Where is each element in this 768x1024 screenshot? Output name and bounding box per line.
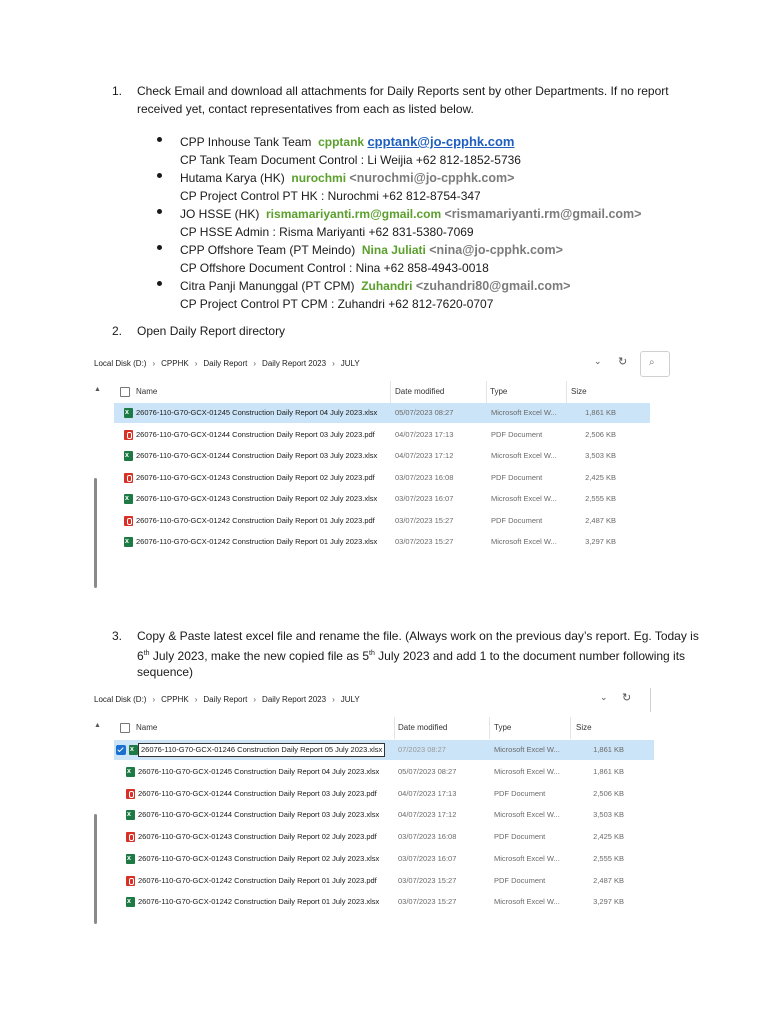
chevron-right-icon: › — [194, 695, 198, 704]
table-row[interactable] — [114, 805, 654, 825]
row-type: PDF Document — [491, 515, 543, 525]
step-2 — [112, 322, 512, 340]
bullet-icon — [157, 209, 162, 214]
excel-icon — [124, 494, 133, 504]
select-all-checkbox[interactable] — [120, 387, 130, 397]
row-size: 3,503 KB — [593, 810, 624, 820]
column-header-date[interactable]: Date modified — [395, 387, 445, 396]
excel-icon — [126, 767, 135, 777]
row-date: 03/07/2023 15:27 — [395, 515, 454, 525]
sort-up-icon[interactable]: ▲ — [94, 722, 101, 729]
row-checkbox-checked[interactable] — [116, 745, 126, 755]
column-header-type[interactable]: Type — [490, 387, 508, 396]
contact-detail: CP HSSE Admin : Risma Mariyanti +62 831-5380-7069 — [180, 225, 474, 239]
row-date: 03/07/2023 15:27 — [398, 875, 457, 885]
step-number: 2. — [112, 324, 123, 338]
breadcrumb-item[interactable]: Local Disk (D:) — [94, 359, 147, 368]
contact-team: Citra Panji Manunggal (PT CPM) — [180, 279, 355, 293]
column-header-size[interactable]: Size — [571, 387, 587, 396]
breadcrumb-item[interactable]: Daily Report — [203, 695, 248, 704]
step-text-line1: Copy & Paste latest excel file and rename the file. (Always work on the previous day’s report. Eg. Today is — [137, 629, 699, 643]
row-size: 3,297 KB — [585, 537, 616, 546]
pdf-icon — [126, 876, 135, 886]
search-icon: ⌕ — [649, 357, 655, 368]
row-date: 05/07/2023 08:27 — [398, 767, 457, 776]
column-separator[interactable] — [566, 381, 567, 403]
breadcrumb-item[interactable]: Daily Report 2023 — [262, 695, 327, 704]
contact-nick: cpptank — [318, 135, 365, 149]
contact-email: <rismamariyanti.rm@gmail.com> — [444, 207, 642, 221]
file-explorer-1 — [94, 356, 674, 592]
contact-detail: CP Project Control PT CPM : Zuhandri +62 812-7620-0707 — [180, 297, 494, 311]
table-row[interactable] — [114, 403, 650, 423]
column-header-type[interactable]: Type — [494, 723, 512, 732]
column-header-name[interactable]: Name — [120, 384, 157, 400]
table-row[interactable] — [114, 489, 650, 509]
chevron-right-icon: › — [332, 695, 335, 704]
refresh-icon[interactable]: ↻ — [622, 692, 632, 704]
excel-icon — [126, 854, 135, 864]
row-size: 2,506 KB — [593, 788, 624, 798]
search-box-edge[interactable] — [650, 688, 651, 712]
column-separator[interactable] — [489, 717, 490, 739]
row-size: 3,503 KB — [585, 451, 616, 460]
breadcrumb-item[interactable]: CPPHK — [161, 695, 189, 704]
row-type: PDF Document — [491, 429, 543, 439]
row-type: Microsoft Excel W... — [494, 897, 560, 907]
pdf-icon — [124, 430, 133, 440]
row-date: 05/07/2023 08:27 — [395, 408, 454, 417]
step-text: Open Daily Report directory — [137, 324, 286, 338]
column-header-size[interactable]: Size — [576, 723, 592, 732]
breadcrumb-item[interactable]: Daily Report 2023 — [262, 359, 327, 368]
step-3 — [112, 627, 699, 683]
table-row[interactable] — [114, 784, 654, 804]
row-name: 26076-110-G70-GCX-01242 Construction Daily Report 01 July 2023.pdf — [126, 871, 377, 891]
row-name: x26076-110-G70-GCX-01242 Construction Daily Report 01 July 2023.xlsx — [124, 532, 377, 552]
row-size: 2,487 KB — [585, 515, 616, 525]
row-name: 26076-110-G70-GCX-01242 Construction Daily Report 01 July 2023.pdf — [124, 511, 375, 531]
column-header-date[interactable]: Date modified — [398, 723, 448, 732]
contact-email-link[interactable]: cpptank@jo-cpphk.com — [367, 134, 515, 149]
table-row[interactable] — [114, 762, 654, 782]
row-name: 26076-110-G70-GCX-01243 Construction Daily Report 02 July 2023.pdf — [126, 827, 377, 847]
table-row[interactable] — [114, 532, 650, 552]
chevron-right-icon: › — [253, 359, 257, 368]
chevron-right-icon: › — [152, 359, 156, 368]
contact-email: <zuhandri80@gmail.com> — [415, 279, 571, 293]
pdf-icon — [126, 832, 135, 842]
breadcrumb-item[interactable]: JULY — [340, 359, 360, 368]
row-name: x26076-110-G70-GCX-01243 Construction Daily Report 02 July 2023.xlsx — [124, 489, 377, 509]
row-date: 03/07/2023 16:07 — [395, 494, 454, 503]
row-size: 1,861 KB — [585, 408, 616, 417]
row-date: 04/07/2023 17:13 — [395, 429, 454, 439]
row-size: 2,506 KB — [585, 429, 616, 439]
row-type: Microsoft Excel W... — [494, 745, 560, 754]
row-date: 03/07/2023 16:08 — [395, 472, 454, 482]
column-separator[interactable] — [390, 381, 391, 403]
row-size: 2,555 KB — [593, 853, 624, 863]
sort-up-icon[interactable]: ▲ — [94, 386, 101, 393]
row-size: 3,297 KB — [593, 897, 624, 907]
breadcrumb-item[interactable]: Daily Report — [203, 359, 248, 368]
refresh-icon[interactable]: ↻ — [618, 356, 628, 368]
row-date: 04/07/2023 17:12 — [395, 451, 454, 460]
contact-team: Hutama Karya (HK) — [180, 171, 285, 185]
breadcrumb-item[interactable]: JULY — [340, 695, 360, 704]
column-separator[interactable] — [394, 717, 395, 739]
step-number: 1. — [112, 84, 123, 98]
step-text-line1: Check Email and download all attachments for Daily Reports sent by other Departments. If no report — [137, 84, 669, 98]
step-text-line2: 6th July 2023, make the new copied file as 5th July 2023 and add 1 to the document number following its — [137, 649, 686, 663]
row-name: x26076-110-G70-GCX-01245 Construction Daily Report 04 July 2023.xlsx — [126, 762, 379, 782]
scrollbar-thumb[interactable] — [94, 478, 97, 588]
row-date: 07/2023 08:27 — [398, 745, 446, 754]
table-row[interactable] — [114, 849, 654, 869]
row-size: 2,555 KB — [585, 494, 616, 503]
step-number: 3. — [112, 629, 123, 643]
chevron-right-icon: › — [332, 359, 335, 368]
breadcrumb — [94, 356, 360, 372]
contact-email: <nina@jo-cpphk.com> — [429, 243, 563, 257]
pdf-icon — [124, 516, 133, 526]
row-type: Microsoft Excel W... — [491, 408, 557, 417]
table-row[interactable] — [114, 468, 650, 488]
chevron-right-icon: › — [152, 695, 156, 704]
row-date: 03/07/2023 15:27 — [398, 897, 457, 907]
contact-team: JO HSSE (HK) — [180, 207, 260, 221]
row-name: x26076-110-G70-GCX-01243 Construction Daily Report 02 July 2023.xlsx — [126, 849, 379, 869]
table-row[interactable] — [114, 827, 654, 847]
contact-team: CPP Inhouse Tank Team — [180, 135, 312, 149]
contact-detail: CP Project Control PT HK : Nurochmi +62 812-8754-347 — [180, 189, 481, 203]
breadcrumb-item[interactable]: CPPHK — [161, 359, 189, 368]
breadcrumb — [94, 692, 360, 708]
row-name: x26076-110-G70-GCX-01244 Construction Daily Report 03 July 2023.xlsx — [126, 805, 379, 825]
row-type: Microsoft Excel W... — [494, 810, 560, 820]
row-type: Microsoft Excel W... — [491, 451, 557, 460]
row-name: x26076-110-G70-GCX-01244 Construction Daily Report 03 July 2023.xlsx — [124, 446, 377, 466]
file-explorer-2 — [94, 692, 674, 928]
row-type: PDF Document — [491, 472, 543, 482]
row-date: 04/07/2023 17:12 — [398, 810, 457, 820]
row-date: 04/07/2023 17:13 — [398, 788, 457, 798]
row-type: Microsoft Excel W... — [491, 494, 557, 503]
excel-icon — [124, 408, 133, 418]
excel-icon — [124, 537, 133, 547]
chevron-down-icon[interactable]: ⌄ — [594, 356, 602, 366]
row-type: Microsoft Excel W... — [491, 537, 557, 546]
row-type: Microsoft Excel W... — [494, 767, 560, 776]
breadcrumb-item[interactable]: Local Disk (D:) — [94, 695, 147, 704]
row-size: 1,861 KB — [593, 745, 624, 754]
row-name: 26076-110-G70-GCX-01244 Construction Daily Report 03 July 2023.pdf — [126, 784, 377, 804]
contact-email: <nurochmi@jo-cpphk.com> — [349, 171, 515, 185]
table-row[interactable] — [114, 446, 650, 466]
row-name: 26076-110-G70-GCX-01243 Construction Daily Report 02 July 2023.pdf — [124, 468, 375, 488]
contact-nick: rismamariyanti.rm@gmail.com — [266, 207, 442, 221]
step-1 — [112, 82, 672, 122]
row-type: PDF Document — [494, 832, 546, 842]
select-all-checkbox[interactable] — [120, 723, 130, 733]
row-name: x26076-110-G70-GCX-01245 Construction Daily Report 04 July 2023.xlsx — [124, 403, 377, 423]
chevron-right-icon: › — [194, 359, 198, 368]
table-row-renaming[interactable] — [114, 740, 654, 760]
chevron-down-icon[interactable]: ⌄ — [600, 692, 608, 702]
contact-detail: CP Tank Team Document Control : Li Weijia +62 812-1852-5736 — [180, 153, 521, 167]
row-date: 03/07/2023 16:08 — [398, 832, 457, 842]
chevron-right-icon: › — [253, 695, 257, 704]
bullet-icon — [157, 137, 162, 142]
contact-team: CPP Offshore Team (PT Meindo) — [180, 243, 356, 257]
column-header-name[interactable]: Name — [120, 720, 157, 736]
rename-input[interactable]: 26076-110-G70-GCX-01246 Construction Daily Report 05 July 2023.xlsx — [138, 743, 385, 757]
column-separator[interactable] — [570, 717, 571, 739]
row-date: 03/07/2023 16:07 — [398, 853, 457, 863]
row-type: PDF Document — [494, 788, 546, 798]
contact-nick: Nina Juliati — [361, 243, 426, 257]
bullet-icon — [157, 245, 162, 250]
bullet-icon — [157, 281, 162, 286]
pdf-icon — [126, 789, 135, 799]
search-box[interactable] — [640, 351, 670, 377]
row-size: 1,861 KB — [593, 767, 624, 776]
table-row[interactable] — [114, 425, 650, 445]
row-type: Microsoft Excel W... — [494, 853, 560, 863]
pdf-icon — [124, 473, 133, 483]
excel-icon — [129, 745, 138, 755]
step-text-line2: received yet, contact representatives from each as listed below. — [137, 102, 474, 116]
row-name: 26076-110-G70-GCX-01244 Construction Daily Report 03 July 2023.pdf — [124, 425, 375, 445]
excel-icon — [126, 897, 135, 907]
table-row[interactable] — [114, 892, 654, 912]
row-name: x26076-110-G70-GCX-01242 Construction Daily Report 01 July 2023.xlsx — [126, 892, 379, 912]
contact-detail: CP Offshore Document Control : Nina +62 858-4943-0018 — [180, 261, 489, 275]
row-type: PDF Document — [494, 875, 546, 885]
row-size: 2,425 KB — [593, 832, 624, 842]
column-separator[interactable] — [486, 381, 487, 403]
bullet-icon — [157, 173, 162, 178]
scrollbar-thumb[interactable] — [94, 814, 97, 924]
step-text-line3: sequence) — [137, 665, 194, 679]
row-size: 2,425 KB — [585, 472, 616, 482]
excel-icon — [126, 810, 135, 820]
excel-icon — [124, 451, 133, 461]
contact-nick: Zuhandri — [361, 279, 413, 293]
row-size: 2,487 KB — [593, 875, 624, 885]
table-row[interactable] — [114, 511, 650, 531]
row-date: 03/07/2023 15:27 — [395, 537, 454, 546]
contact-nick: nurochmi — [291, 171, 347, 185]
table-row[interactable] — [114, 871, 654, 891]
